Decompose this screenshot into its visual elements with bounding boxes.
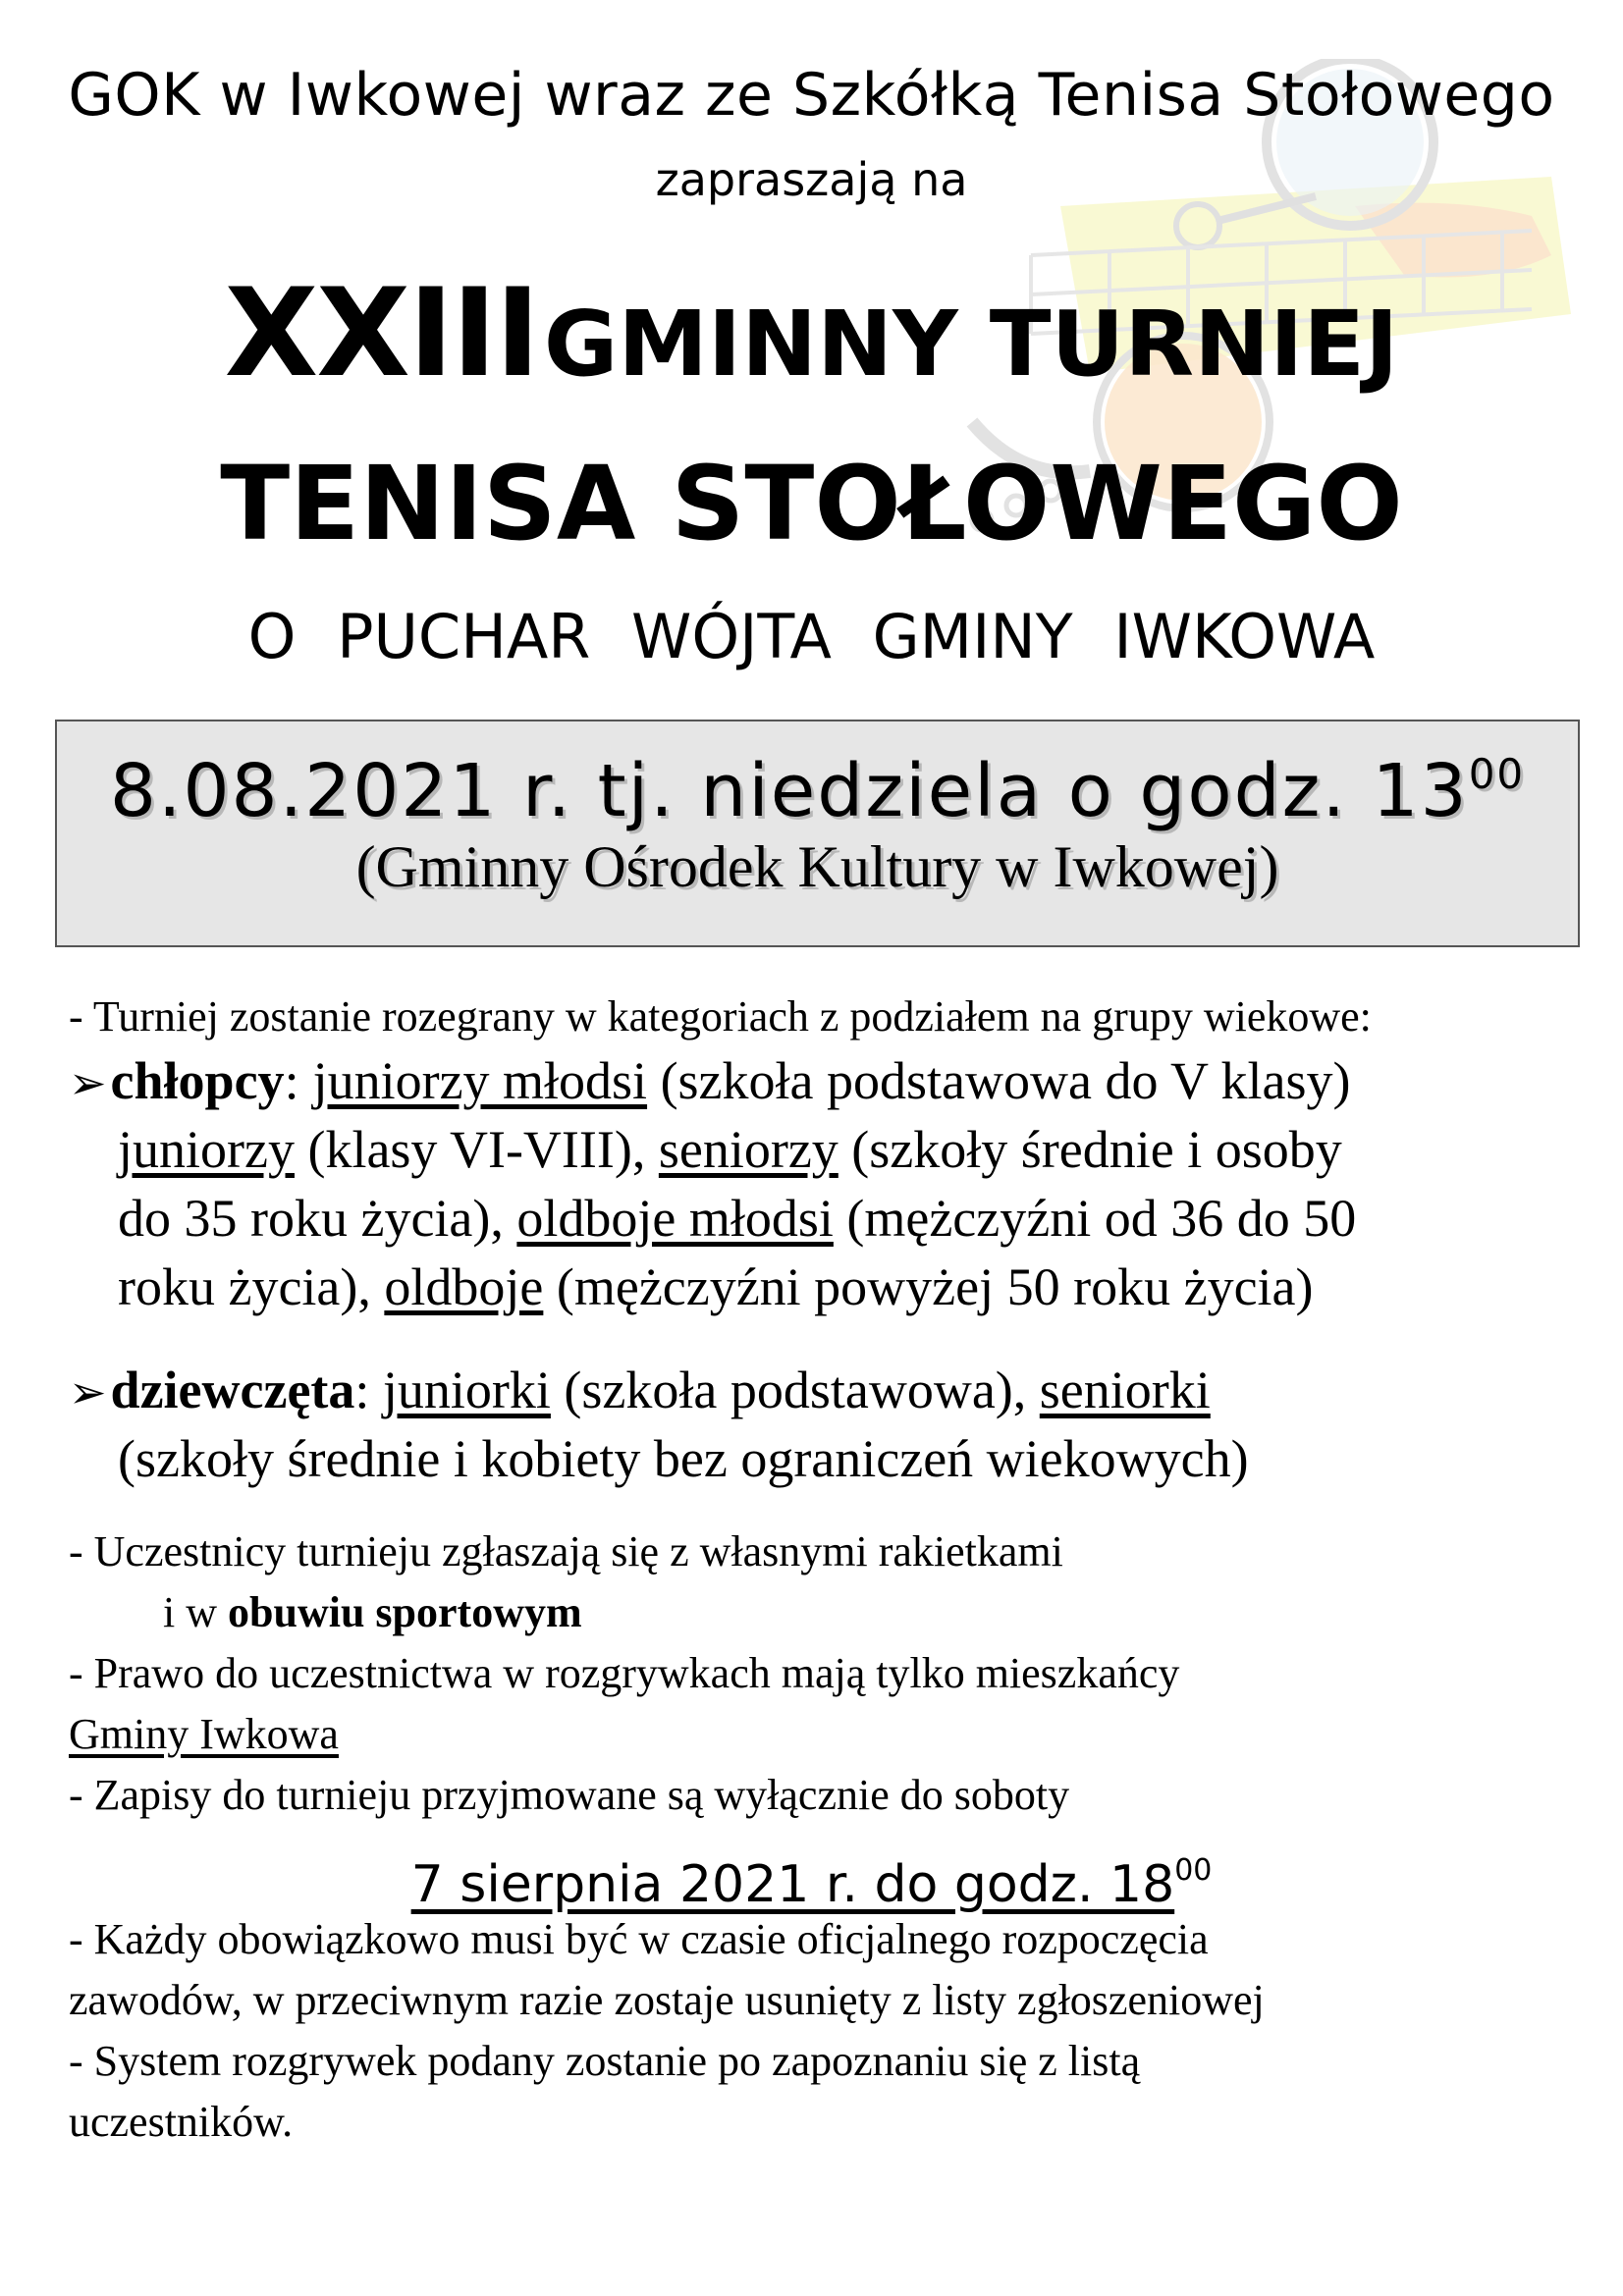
title-line-2: TENISA STOŁOWEGO xyxy=(220,444,1403,563)
punctuality-line-1: - Każdy obowiązkowo musi być w czasie oficjalnego rozpoczęcia xyxy=(69,1915,1209,1963)
organizer-line: GOK w Iwkowej wraz ze Szkółką Tenisa Stołowego xyxy=(68,61,1555,130)
eligibility-line-2: Gminy Iwkowa xyxy=(69,1710,339,1758)
registration-deadline: 7 sierpnia 2021 r. do godz. $18^{00}$ xyxy=(410,1853,1213,1914)
system-line-2: uczestników. xyxy=(69,2098,294,2146)
boys-line-3: do 35 roku życia), oldboje młodsi (mężczyźni od 36 do 50 xyxy=(118,1189,1357,1248)
title-line-1 xyxy=(0,263,1623,404)
girls-line-1: ➢dziewczęta: juniorki (szkoła podstawowa), seniorki xyxy=(69,1361,1211,1419)
arrow-bullet-icon: ➢ xyxy=(69,1365,107,1418)
girls-line-2: (szkoły średnie i kobiety bez ograniczeń wiekowych) xyxy=(118,1429,1249,1488)
event-venue: (Gminny Ośrodek Kultury w Iwkowej) xyxy=(355,834,1279,899)
registration-line: - Zapisy do turnieju przyjmowane są wyłącznie do soboty xyxy=(69,1771,1070,1819)
edition-numeral: XXIII xyxy=(224,263,539,404)
event-date: 8.08.2021 r. tj. niedziela o godz. $13^{00}$ xyxy=(109,749,1526,833)
invite-line: zapraszają na xyxy=(655,153,968,206)
event-date-minutes: 00 xyxy=(1468,750,1526,798)
title-gminny-turniej: GMINNY TURNIEJ xyxy=(543,292,1399,397)
arrow-bullet-icon: ➢ xyxy=(69,1056,107,1109)
boys-line-1: ➢chłopcy: juniorzy młodsi (szkoła podstawowa do V klasy) xyxy=(69,1051,1351,1110)
punctuality-line-2: zawodów, w przeciwnym razie zostaje usunięty z listy zgłoszeniowej xyxy=(69,1976,1265,2024)
boys-line-2: juniorzy (klasy VI-VIII), seniorzy (szkoły średnie i osoby xyxy=(118,1120,1342,1179)
deadline-minutes: 00 xyxy=(1174,1853,1213,1888)
equipment-line-1: - Uczestnicy turnieju zgłaszają się z własnymi rakietkami xyxy=(69,1527,1063,1575)
subtitle: O PUCHAR WÓJTA GMINY IWKOWA xyxy=(247,601,1376,672)
equipment-line-2: i w obuwiu sportowym xyxy=(163,1588,582,1636)
date-box xyxy=(55,720,1580,947)
eligibility-line-1: - Prawo do uczestnictwa w rozgrywkach mają tylko mieszkańcy xyxy=(69,1649,1180,1697)
categories-intro: - Turniej zostanie rozegrany w kategoriach z podziałem na grupy wiekowe: xyxy=(69,992,1372,1041)
system-line-1: - System rozgrywek podany zostanie po zapoznaniu się z listą xyxy=(69,2037,1141,2085)
boys-line-4: roku życia), oldboje (mężczyźni powyżej 50 roku życia) xyxy=(118,1257,1314,1316)
